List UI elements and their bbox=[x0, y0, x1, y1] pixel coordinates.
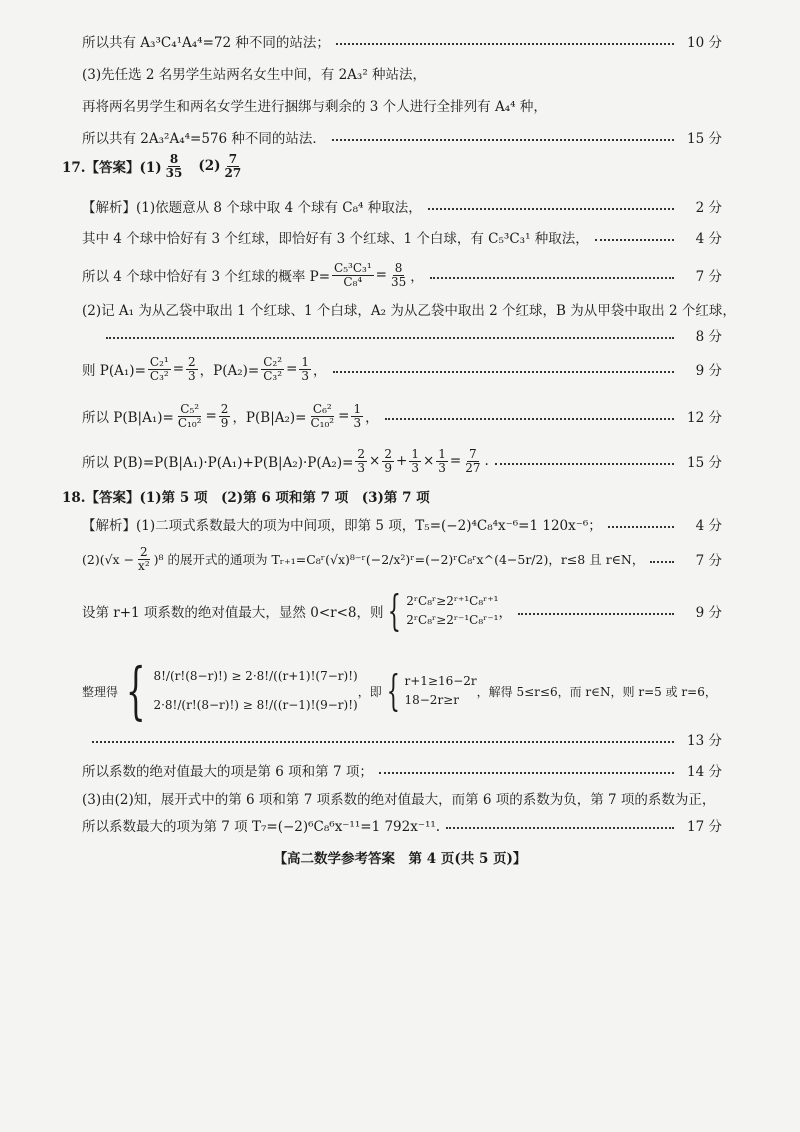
denominator: C₃² bbox=[263, 368, 283, 383]
numerator: 2 bbox=[220, 402, 229, 416]
numerator: 8 bbox=[394, 261, 403, 275]
leader-dots bbox=[106, 337, 674, 339]
denominator: 3 bbox=[438, 460, 446, 475]
fraction bbox=[136, 546, 152, 572]
fraction bbox=[463, 448, 482, 474]
score-label: 7 分 bbox=[695, 269, 722, 286]
q18-general-term bbox=[82, 546, 722, 572]
leader-dots bbox=[650, 561, 674, 563]
numerator: C₂² bbox=[263, 355, 283, 369]
q17-total-prob bbox=[82, 448, 722, 474]
fraction bbox=[164, 153, 185, 179]
punct: ， bbox=[410, 269, 424, 286]
line-text: 整理得 bbox=[82, 684, 119, 699]
numerator: 1 bbox=[353, 402, 362, 416]
line-part3-intro bbox=[82, 63, 722, 83]
q18-simplify-score bbox=[86, 729, 722, 749]
line-text: 【解析】(1)依题意从 8 个球中取 4 个球有 C₈⁴ 种取法， bbox=[82, 200, 422, 216]
q18-final bbox=[82, 815, 722, 835]
denominator: 3 bbox=[188, 368, 196, 383]
punct: ， bbox=[365, 410, 379, 427]
line-text: 则 P(A₁)= bbox=[82, 363, 146, 380]
equals: = bbox=[338, 408, 350, 425]
numerator: 2 bbox=[140, 545, 148, 559]
leader-dots bbox=[428, 208, 674, 210]
line-text: 所以共有 2A₃²A₄⁴=576 种不同的站法． bbox=[82, 131, 326, 147]
q18-part3 bbox=[82, 788, 722, 808]
numerator: 2 bbox=[357, 447, 366, 461]
q17-step2 bbox=[82, 227, 722, 247]
inequality: 2·8!/(r!(8−r)!) ≥ 8!/((r−1)!(9−r)!) bbox=[153, 698, 358, 712]
line-text: (3)先任选 2 名男学生站两名女生中间，有 2A₃² 种站法， bbox=[82, 67, 427, 83]
denominator: 9 bbox=[384, 460, 392, 475]
times: × bbox=[422, 453, 435, 470]
inequality-system bbox=[382, 666, 477, 715]
denominator: 27 bbox=[465, 460, 481, 475]
q17-answer bbox=[62, 153, 722, 179]
line-text: ，P(A₂)= bbox=[199, 363, 260, 380]
denominator: C₁₀² bbox=[310, 415, 335, 430]
q17-part2-score bbox=[100, 325, 722, 345]
inequality-system bbox=[118, 654, 358, 727]
brace-icon: { bbox=[386, 666, 400, 715]
score-label: 9 分 bbox=[695, 363, 722, 380]
leader-dots bbox=[446, 827, 674, 829]
fraction bbox=[436, 448, 448, 474]
fraction bbox=[332, 262, 374, 288]
q17-head: 17.【答案】(1) bbox=[62, 160, 162, 177]
equals: = bbox=[205, 408, 217, 425]
denominator: 3 bbox=[353, 415, 362, 430]
denominator: 3 bbox=[301, 368, 310, 383]
line-text: 所以 P(B)=P(B|A₁)·P(A₁)+P(B|A₂)·P(A₂)= bbox=[82, 455, 354, 472]
denominator: 3 bbox=[357, 460, 366, 475]
fraction bbox=[219, 403, 231, 429]
score-label: 4 分 bbox=[695, 518, 722, 534]
line-text: 【解析】(1)二项式系数最大的项为中间项，即第 5 项，T₅=(−2)⁴C₈⁴x⁻⁶=1 120x⁻⁶； bbox=[82, 518, 602, 534]
denominator: x² bbox=[138, 558, 150, 573]
line-text: (3)由(2)知，展开式中的第 6 项和第 7 项系数的绝对值最大，而第 6 项的系数为负，第 7 项的系数为正， bbox=[82, 792, 716, 808]
score-label: 12 分 bbox=[687, 410, 722, 427]
inequality: 2ʳC₈ʳ≥2ʳ⁻¹C₈ʳ⁻¹ bbox=[406, 613, 499, 627]
score-label: 10 分 bbox=[687, 35, 722, 51]
line-text: 所以系数最大的项为第 7 项 T₇=(−2)⁶C₈⁶x⁻¹¹=1 792x⁻¹¹. bbox=[82, 819, 441, 835]
denominator: C₁₀² bbox=[177, 415, 202, 430]
numerator: 7 bbox=[469, 447, 477, 461]
q18-answer bbox=[62, 486, 722, 506]
line-text: )⁸ 的展开式的通项为 Tᵣ₊₁=C₈ʳ(√x)⁸⁻ʳ(−2/x²)ʳ=(−2)ʳC₈ʳx^(4−5r/2)，r≤8 且 r∈N， bbox=[153, 552, 645, 568]
leader-dots bbox=[332, 139, 674, 141]
line-text: 18.【答案】(1)第 5 项 (2)第 6 项和第 7 项 (3)第 7 项 bbox=[62, 490, 430, 506]
equals: = bbox=[172, 361, 185, 378]
fraction bbox=[309, 403, 337, 429]
q18-conclusion2 bbox=[82, 760, 722, 780]
numerator: 1 bbox=[301, 355, 310, 369]
q18-step1 bbox=[82, 514, 722, 534]
denominator: C₃² bbox=[149, 368, 169, 383]
leader-dots bbox=[495, 463, 674, 465]
system-lines bbox=[404, 672, 476, 710]
inequality: r+1≥16−2r bbox=[404, 673, 477, 688]
line-text: 设第 r+1 项系数的绝对值最大，显然 0<r<8，则 bbox=[82, 605, 384, 621]
denominator: 3 bbox=[411, 460, 419, 475]
line-text: 所以共有 A₃³C₄¹A₄⁴=72 种不同的站法； bbox=[82, 35, 330, 51]
numerator: 7 bbox=[228, 152, 238, 166]
line-text: 其中 4 个球中恰好有 3 个红球，即恰好有 3 个红球、1 个白球，有 C₅³C₃¹ 种取法， bbox=[82, 231, 589, 247]
system-lines bbox=[153, 662, 357, 720]
page-footer: 【高二数学参考答案 第 4 页(共 5 页)】 bbox=[273, 851, 527, 867]
fraction bbox=[389, 262, 408, 288]
brace-icon: { bbox=[125, 654, 146, 727]
score-label: 4 分 bbox=[695, 231, 722, 247]
fraction bbox=[351, 403, 363, 429]
score-label: 15 分 bbox=[687, 455, 722, 472]
line-text: (2)(√x − bbox=[82, 551, 135, 567]
q17-part2-define bbox=[82, 299, 736, 319]
score-label: 14 分 bbox=[687, 764, 722, 780]
punct: . bbox=[484, 453, 489, 470]
score-label: 8 分 bbox=[695, 329, 722, 345]
inequality: 8!/(r!(8−r)!) ≥ 2·8!/((r+1)!(7−r)!) bbox=[153, 669, 358, 684]
denominator: 35 bbox=[390, 274, 407, 289]
inequality: 18−2r≥r bbox=[404, 693, 459, 707]
line-text: ，P(B|A₂)= bbox=[232, 410, 307, 427]
fraction bbox=[261, 356, 284, 382]
part-label: (2) bbox=[198, 158, 221, 175]
fraction bbox=[186, 356, 198, 382]
line-text: ，即 bbox=[357, 684, 382, 699]
brace-icon: { bbox=[388, 586, 402, 635]
denominator: C₈⁴ bbox=[343, 274, 363, 289]
score-label: 9 分 bbox=[695, 605, 722, 621]
equals: = bbox=[449, 453, 462, 470]
numerator: 1 bbox=[411, 447, 419, 461]
score-label: 7 分 bbox=[695, 553, 722, 570]
fraction bbox=[148, 356, 171, 382]
fraction bbox=[176, 403, 204, 429]
line-count-result bbox=[82, 31, 722, 51]
leader-dots bbox=[92, 741, 674, 743]
score-label: 17 分 bbox=[687, 819, 722, 835]
punct: ， bbox=[313, 363, 327, 380]
numerator: 2 bbox=[384, 447, 392, 461]
line-bundle bbox=[82, 95, 722, 115]
equals: = bbox=[375, 267, 387, 284]
q17-step1 bbox=[82, 196, 722, 216]
leader-dots bbox=[379, 772, 674, 774]
fraction bbox=[223, 153, 244, 179]
numerator: C₅² bbox=[180, 402, 200, 416]
plus: + bbox=[396, 453, 408, 470]
leader-dots bbox=[430, 277, 674, 279]
numerator: C₆² bbox=[312, 402, 332, 416]
q18-max-abs bbox=[82, 586, 722, 635]
score-label: 13 分 bbox=[687, 733, 722, 749]
fraction bbox=[409, 448, 421, 474]
score-label: 2 分 bbox=[695, 200, 722, 216]
leader-dots bbox=[385, 418, 674, 420]
line-text: 所以 4 个球中恰好有 3 个红球的概率 P= bbox=[82, 269, 331, 286]
q17-cond-prob bbox=[82, 403, 722, 429]
leader-dots bbox=[333, 371, 674, 373]
fraction bbox=[355, 448, 367, 474]
numerator: C₂¹ bbox=[149, 355, 169, 369]
leader-dots bbox=[608, 526, 674, 528]
times: × bbox=[369, 453, 381, 470]
leader-dots bbox=[518, 613, 674, 615]
system-lines bbox=[406, 592, 498, 630]
denominator: 27 bbox=[224, 165, 242, 180]
denominator: 9 bbox=[220, 415, 229, 430]
numerator: 2 bbox=[188, 355, 196, 369]
leader-dots bbox=[595, 239, 674, 241]
inequality: 2ʳC₈ʳ≥2ʳ⁺¹C₈ʳ⁺¹ bbox=[406, 593, 499, 608]
line-576 bbox=[82, 127, 722, 147]
numerator: 1 bbox=[438, 447, 446, 461]
numerator: C₅³C₃¹ bbox=[334, 261, 372, 275]
equals: = bbox=[286, 361, 298, 378]
leader-dots bbox=[336, 43, 674, 45]
score-label: 15 分 bbox=[687, 131, 722, 147]
fraction bbox=[382, 448, 394, 474]
line-text: ，解得 5≤r≤6，而 r∈N，则 r=5 或 r=6， bbox=[476, 684, 717, 699]
inequality-system bbox=[383, 586, 499, 635]
numerator: 8 bbox=[169, 152, 179, 166]
line-text: 再将两名男学生和两名女学生进行捆绑与剩余的 3 个人进行全排列有 A₄⁴ 种， bbox=[82, 99, 547, 115]
q17-step3 bbox=[82, 262, 722, 288]
line-text: 所以系数的绝对值最大的项是第 6 项和第 7 项； bbox=[82, 764, 373, 780]
punct: ， bbox=[498, 605, 512, 621]
q18-simplify bbox=[82, 654, 722, 727]
line-text: 所以 P(B|A₁)= bbox=[82, 410, 174, 427]
denominator: 35 bbox=[165, 165, 183, 180]
q17-prob-A bbox=[82, 356, 722, 382]
fraction bbox=[299, 356, 311, 382]
line-text: (2)记 A₁ 为从乙袋中取出 1 个红球、1 个白球，A₂ 为从乙袋中取出 2 个红球，B 为从甲袋中取出 2 个红球， bbox=[82, 303, 736, 319]
